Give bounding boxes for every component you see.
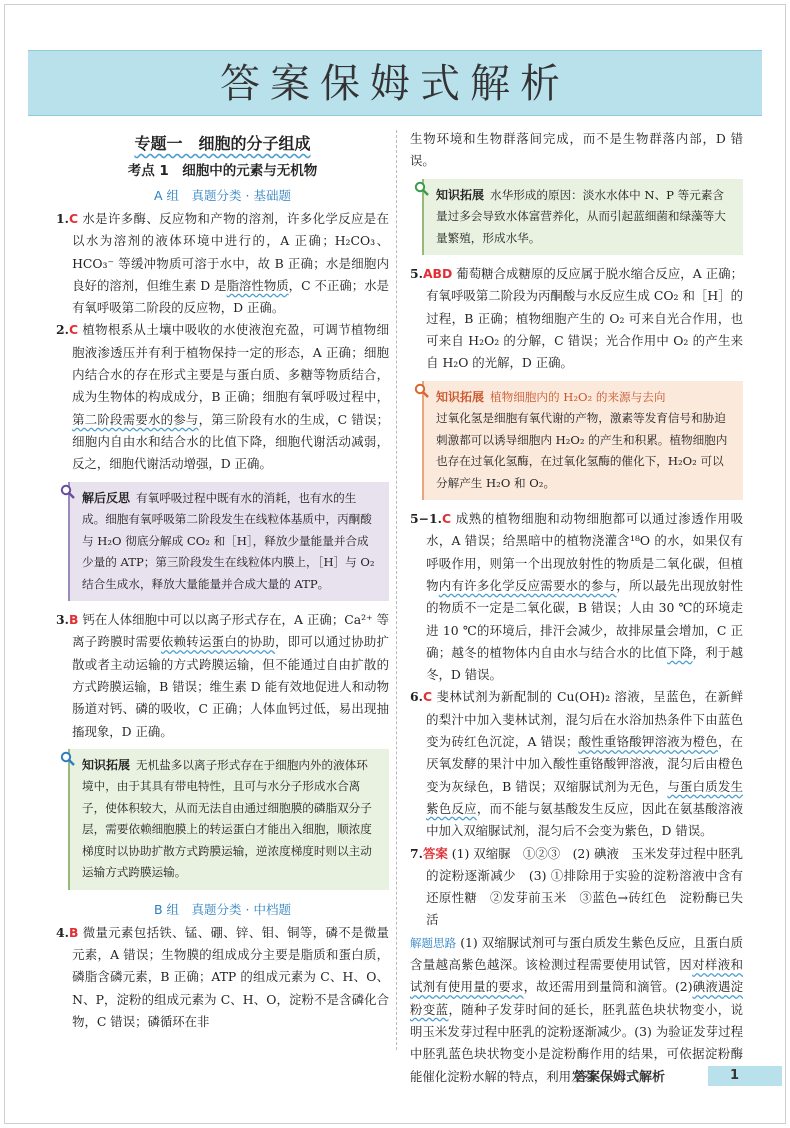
answer-item-2: 2.C 植物根系从土壤中吸收的水使液泡充盈，可调节植物细胞液渗透压并有利于植物保持一定的形态，A 正确；细胞内结合水的存在形式主要是与蛋白质、多糖等物质结合，成为生物体的构成成分，B 正确；细胞有氧呼吸过程中，第二阶段需要水的参与，第三阶段有水的生成，C 错误；细胞内自由水和结合水的比值下降，细胞代谢活动减弱，反之，细胞代谢活动增强，D 正确。: [56, 322, 390, 472]
left-column: [56, 128, 389, 1033]
magnifier-icon: [60, 751, 76, 767]
footer-label: 答案保姆式解析: [574, 1070, 666, 1085]
knowledge-box-1: 知识拓展 无机盐多以离子形式存在于细胞内外的液体环境中，由于其具有带电特性，且可与水分子形成水合离子，使体积较大，从而无法自由通过细胞膜的磷脂双分子层，需要依赖细胞膜上的转运蛋白才能出入细胞，顺浓度梯度时以协助扩散方式跨膜运输，逆浓度梯度时则以主动运输方式跨膜运输。: [68, 749, 389, 890]
page-number: 1: [730, 1068, 740, 1083]
reflection-box: 解后反思 有氧呼吸过程中既有水的消耗，也有水的生成。细胞有氧呼吸第二阶段发生在线粒体基质中，丙酮酸与 H₂O 彻底分解成 CO₂ 和［H］，释放少量能量并合成少量的 ATP；第三阶段发生在线粒体内膜上，［H］与 O₂ 结合生成水，释放大量能量并合成大量的 ATP。: [68, 482, 389, 602]
magnifier-icon: [414, 383, 430, 399]
answer-item-5: 5.ABD 葡萄糖合成糖原的反应属于脱水缩合反应，A 正确；有氧呼吸第二阶段为丙酮酸与水反应生成 CO₂ 和［H］的过程，B 正确；植物细胞产生的 O₂ 可来自光合作用，也可来自 H₂O₂ 的分解，C 错误；光合作用中 O₂ 的产生来自 H₂O 的光解，D 正确。: [410, 266, 743, 371]
knowledge-box-3: 知识拓展 植物细胞内的 H₂O₂ 的来源与去向 过氧化氢是细胞有氧代谢的产物，激素等发育信号和胁迫刺激都可以诱导细胞内 H₂O₂ 的产生和积累。植物细胞内也存在过氧化氢酶，在过氧化氢酶的催化下，H₂O₂ 可以分解产生 H₂O 和 O₂。: [422, 381, 743, 501]
title-banner: [28, 50, 762, 116]
answer-item-6: 6.C 斐林试剂为新配制的 Cu(OH)₂ 溶液，呈蓝色，在新鲜的梨汁中加入斐林试剂，混匀后在水浴加热条件下由蓝色变为砖红色沉淀，A 错误；酸性重铬酸钾溶液为橙色，在厌氧发酵的果汁中加入酸性重铬酸钾溶液，混匀后由橙色变为灰绿色，B 错误；双缩脲试剂为无色，与蛋白质发生紫色反应，而不能与氨基酸发生反应，因此在氨基酸溶液中加入双缩脲试剂，混匀后不会变为紫色，D 错误。: [410, 689, 744, 839]
continued-text: 生物环境和生物群落间完成，而不是生物群落内部，D 错误。: [410, 131, 743, 169]
group-b-title: B 组 真题分类 · 中档题: [154, 901, 291, 917]
page-title: 答案保姆式解析: [220, 61, 570, 107]
magnifier-icon: [414, 181, 430, 197]
solution-thinking: 解题思路 (1) 双缩脲试剂可与蛋白质发生紫色反应，且蛋白质含量越高紫色越深。该检测过程需要使用试管，因对样液和试剂有使用量的要求，故还需用到量筒和滴管。(2)碘液遇淀粉变蓝，随种子发芽时间的延长，胚乳蓝色块状物变小，说明玉米发芽过程中胚乳的淀粉逐渐减少。(3) 为验证发芽过程中胚乳蓝色块状物变小是淀粉酶作用的结果，可依据淀粉酶能催化淀粉水解的特点，利用发芽: [410, 934, 744, 1084]
sub-title: 考点 1 细胞中的元素与无机物: [127, 163, 318, 179]
answer-item-4: 4.B 微量元素包括铁、锰、硼、锌、钼、铜等，磷不是微量元素，A 错误；生物膜的组成成分主要是脂质和蛋白质，磷脂含磷元素，B 正确；ATP 的组成元素为 C、H、O、N、P，淀粉的组成元素为 C、H、O，淀粉不是含磷化合物，C 错误；磷循环在非: [56, 924, 389, 1030]
answer-item-7: 7.答案 (1) 双缩脲 ①②③ (2) 碘液 玉米发芽过程中胚乳的淀粉逐渐减少 (3) ①排除用于实验的淀粉溶液中含有还原性糖 ②发芽前玉米 ③蓝色→砖红色 淀粉酶已失活: [410, 845, 744, 928]
section-title: 专题一 细胞的分子组成: [134, 134, 311, 153]
knowledge-box-2: 知识拓展 水华形成的原因：淡水水体中 N、P 等元素含量过多会导致水体富营养化，从而引起蓝细菌和绿藻等大量繁殖，形成水华。: [422, 179, 743, 256]
answer-item-3: 3.B 钙在人体细胞中可以以离子形式存在，A 正确；Ca²⁺ 等离子跨膜时需要依赖转运蛋白的协助，即可以通过协助扩散或者主动运输的方式跨膜运输，但不能通过自由扩散的方式跨膜运输，B 错误；维生素 D 能有效地促进人和动物肠道对钙、磷的吸收，C 正确；人体血钙过低，易出现抽搐现象，D 正确。: [56, 612, 389, 739]
group-a-title: A 组 真题分类 · 基础题: [154, 188, 291, 203]
right-column: [410, 128, 743, 1088]
column-divider: [396, 130, 397, 1050]
footer-bar: [708, 1066, 782, 1086]
magnifier-icon: [60, 484, 76, 500]
answer-item-1: 1.C 水是许多酶、反应物和产物的溶剂，许多化学反应是在以水为溶剂的液体环境中进行的，A 正确；H₂CO₃、HCO₃⁻ 等缓冲物质可溶于水中，故 B 正确；水是细胞内良好的溶剂，但维生素 D 是脂溶性物质，C 不正确；水是有氧呼吸第二阶段的反应物，D 正确。: [56, 211, 390, 316]
answer-item-5-1: 5−1.C 成熟的植物细胞和动物细胞都可以通过渗透作用吸水，A 错误；给黑暗中的植物浇灌含¹⁸O 的水，如果仅有呼吸作用，则第一个出现放射性的物质是二氧化碳，但植物内有许多化学反应需要水的参与，所以最先出现放射性的物质不一定是二氧化碳，B 错误；人由 30 ℃的环境走进 10 ℃的环境后，排汗会减少，故排尿量会增加，C 正确；越冬的植物体内自由水与结合水的比值下降，利于越冬，D 错误。: [410, 511, 743, 683]
